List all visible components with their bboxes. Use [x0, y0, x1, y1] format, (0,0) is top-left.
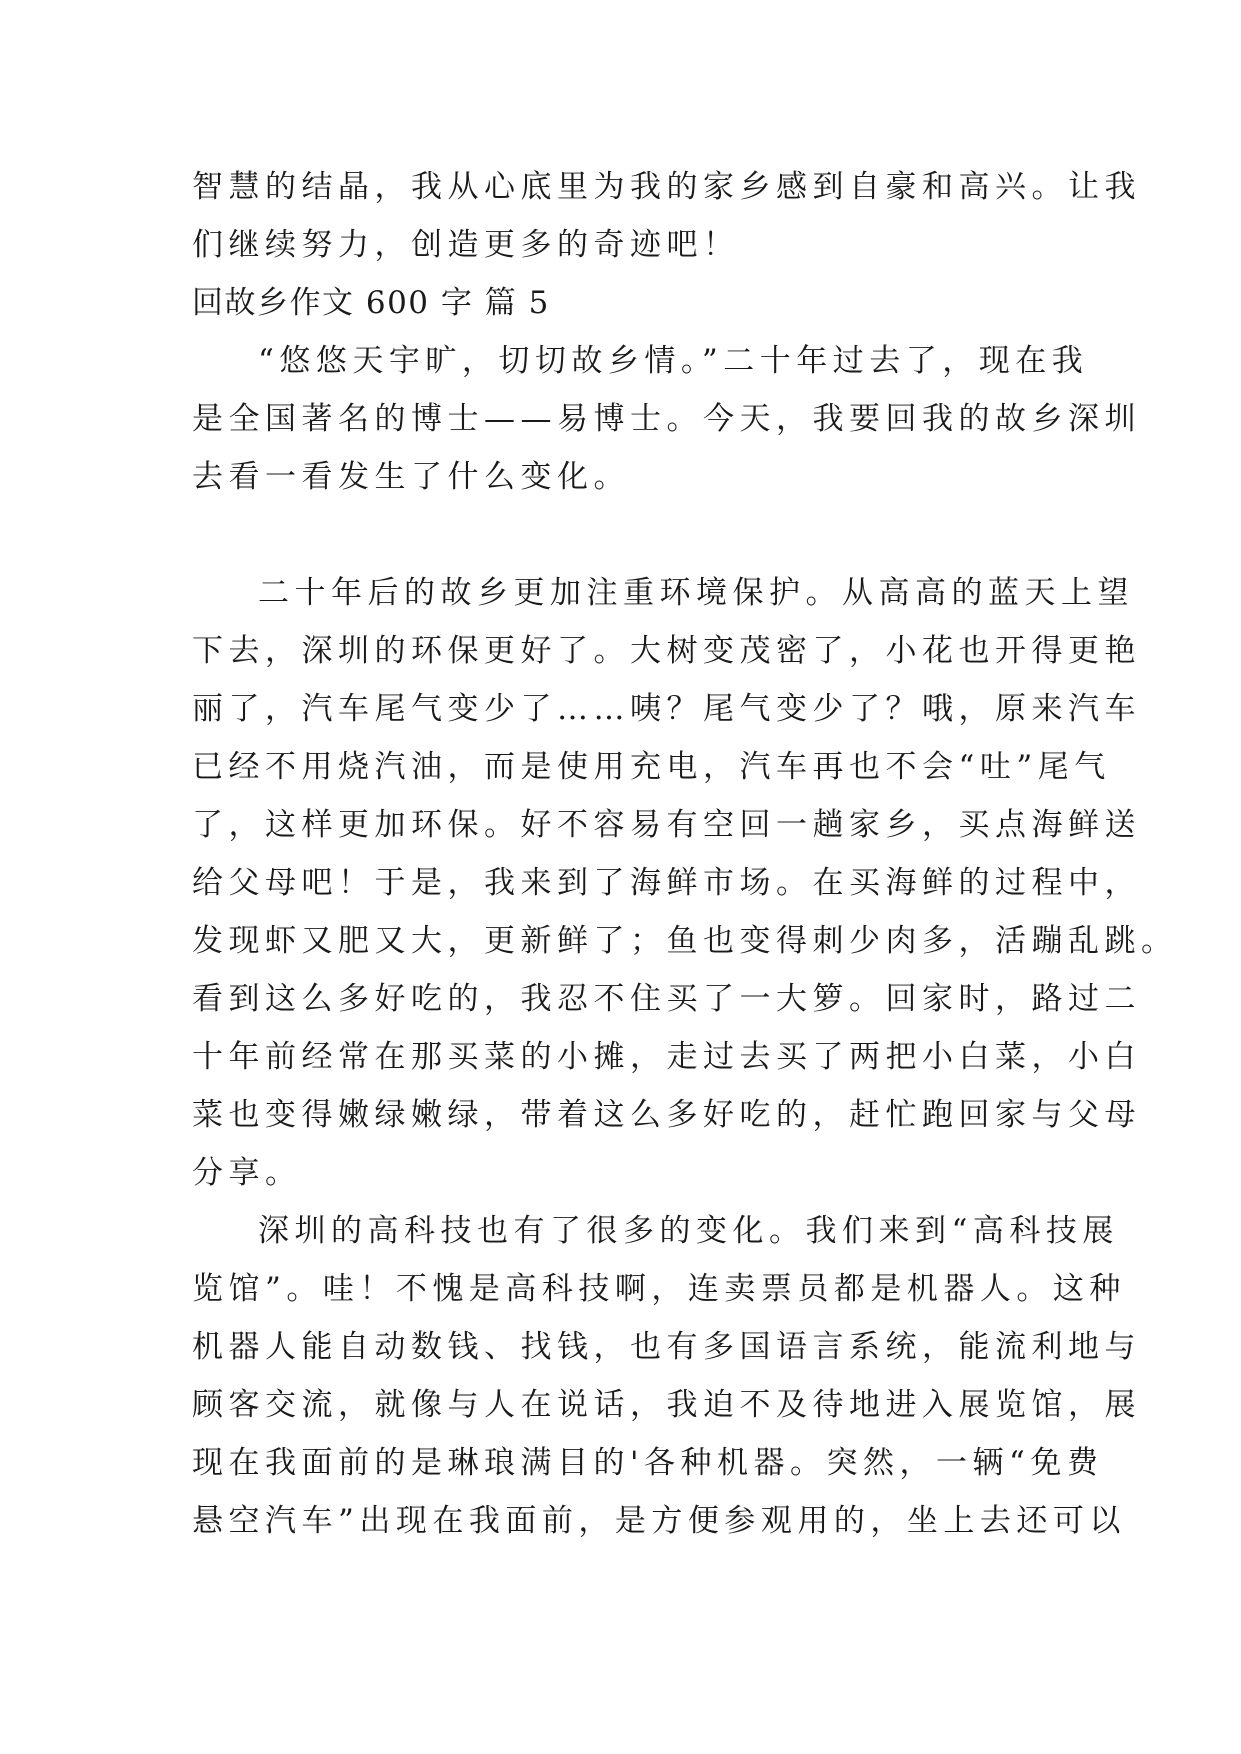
text-line: 顾客交流，就像与人在说话，我迫不及待地进入展览馆，展	[192, 1387, 1141, 1423]
text-line: 分享。	[192, 1155, 302, 1191]
text-line: 机器人能自动数钱、找钱，也有多国语言系统，能流利地与	[192, 1329, 1141, 1365]
paragraph-gap	[192, 506, 1058, 564]
text-line: 悬空汽车”出现在我面前，是方便参观用的，坐上去还可以	[192, 1503, 1126, 1539]
text-line: 丽了，汽车尾气变少了……咦？尾气变少了？哦，原来汽车	[192, 691, 1141, 727]
text-line: “悠悠天宇旷，切切故乡情。”二十年过去了，现在我	[258, 343, 1089, 379]
text-line: 发现虾又肥又大，更新鲜了；鱼也变得刺少肉多，活蹦乱跳。	[192, 923, 1178, 959]
text-line: 了，这样更加环保。好不容易有空回一趟家乡，买点海鲜送	[192, 807, 1141, 843]
text-line: 看到这么多好吃的，我忍不住买了一大箩。回家时，路过二	[192, 981, 1141, 1017]
text-line: 是全国著名的博士——易博士。今天，我要回我的故乡深圳	[192, 401, 1141, 437]
text-line: 们继续努力，创造更多的奇迹吧！	[192, 227, 740, 263]
text-line: 深圳的高科技也有了很多的变化。我们来到“高科技展	[258, 1213, 1119, 1249]
text-line: 菜也变得嫩绿嫩绿，带着这么多好吃的，赶忙跑回家与父母	[192, 1097, 1141, 1133]
text-line: 去看一看发生了什么变化。	[192, 459, 630, 495]
text-line: 已经不用烧汽油，而是使用充电，汽车再也不会“吐”尾气	[192, 749, 1111, 785]
text-line: 智慧的结晶，我从心底里为我的家乡感到自豪和高兴。让我	[192, 169, 1141, 205]
text-line: 下去，深圳的环保更好了。大树变茂密了，小花也开得更艳	[192, 633, 1141, 669]
previous-section-ending	[192, 158, 1141, 274]
paragraph-2	[192, 564, 1178, 1202]
paragraph-3	[192, 1202, 1141, 1550]
paragraph-1	[192, 332, 1141, 506]
text-line: 二十年后的故乡更加注重环境保护。从高高的蓝天上望	[258, 575, 1134, 611]
text-line: 给父母吧！于是，我来到了海鲜市场。在买海鲜的过程中，	[192, 865, 1141, 901]
section-heading: 回故乡作文 600 字 篇 5	[192, 285, 550, 321]
document-body	[192, 158, 1178, 1550]
text-line: 览馆”。哇！不愧是高科技啊，连卖票员都是机器人。这种	[192, 1271, 1126, 1307]
text-line: 现在我面前的是琳琅满目的'各种机器。突然，一辆“免费	[192, 1445, 1104, 1481]
text-line: 十年前经常在那买菜的小摊，走过去买了两把小白菜，小白	[192, 1039, 1141, 1075]
